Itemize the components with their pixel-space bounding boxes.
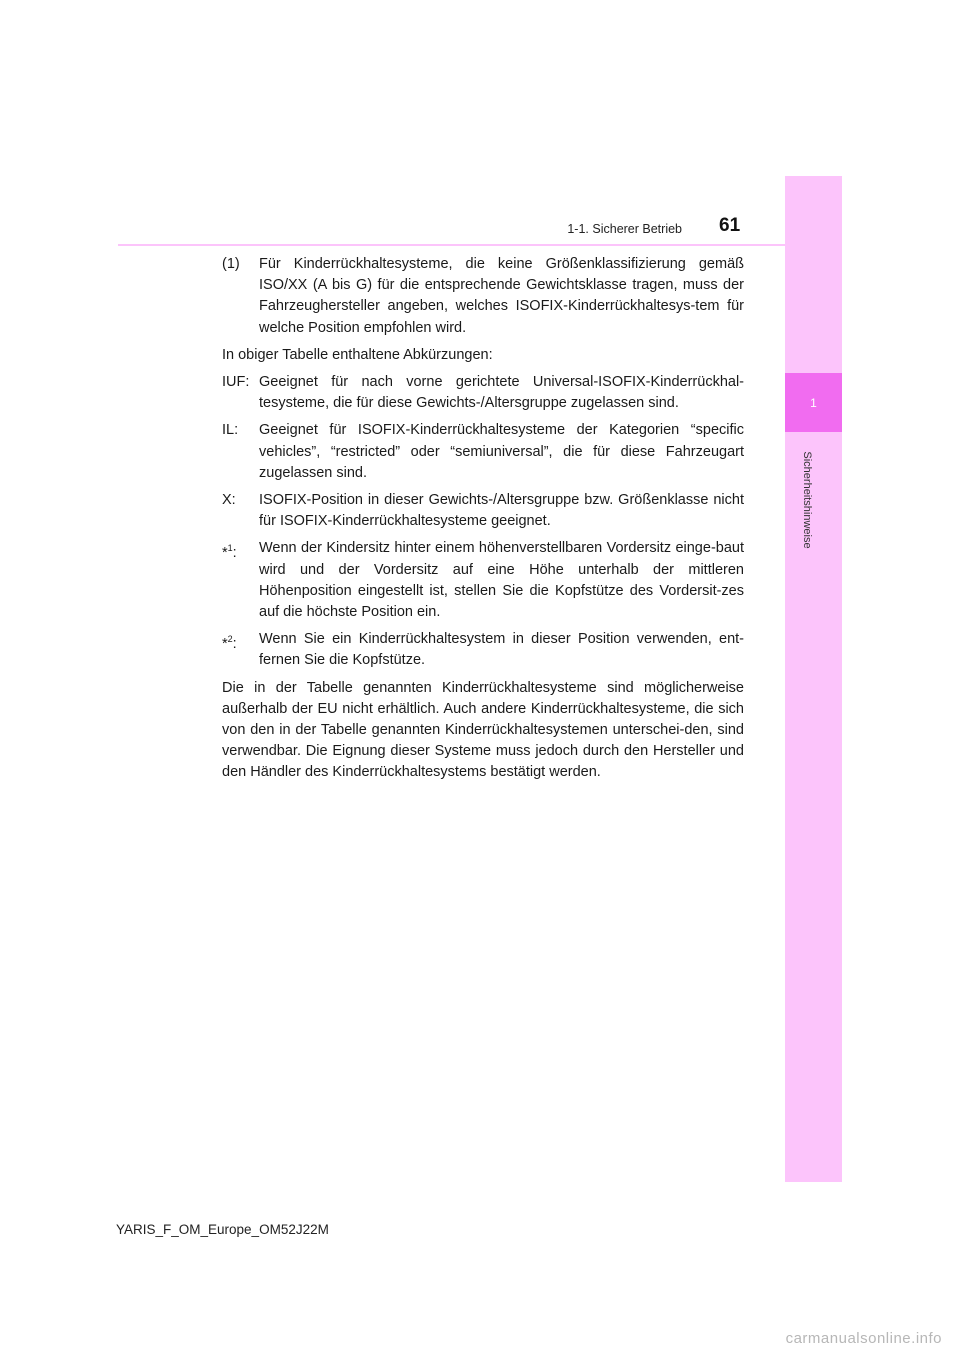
abbreviation-text: Geeignet für ISOFIX-Kinderrückhaltesysteme der Kategorien “specific vehicles”, “restricted” oder “semiuniversal”, die für diese Fahrzeugart zugelassen sind.: [259, 422, 744, 481]
abbreviation-item: [222, 490, 744, 532]
footnote-item: [222, 538, 744, 623]
page-number: 61: [719, 215, 741, 236]
footnote-colon: :: [232, 636, 237, 653]
footnote-star: *: [222, 545, 228, 562]
abbreviation-text: ISOFIX-Position in dieser Gewichts-/Altersgruppe bzw. Größenklasse nicht für ISOFIX-Kinderrückhaltesysteme geeignet.: [259, 492, 744, 530]
note-text: Für Kinderrückhaltesysteme, die keine Größenklassifizierung gemäß ISO/XX (A bis G) für die entsprechende Gewichtsklasse tragen, muss der Fahrzeughersteller angeben, welches ISOFIX-Kinderrückhaltesys-tem für welche Position empfohlen wird.: [259, 256, 744, 336]
abbreviation-item: [222, 372, 744, 414]
abbreviation-item: [222, 420, 744, 484]
footnote-text: Wenn Sie ein Kinderrückhaltesystem in dieser Position verwenden, ent-fernen Sie die Kopfstütze.: [259, 631, 744, 669]
abbreviation-text: Geeignet für nach vorne gerichtete Universal-ISOFIX-Kinderrückhal-tesysteme, die für diese Gewichts-/Altersgruppe zugelassen sind.: [259, 374, 744, 412]
chapter-title: Sicherheitshinweise: [801, 451, 813, 549]
footnote-colon: :: [232, 545, 237, 562]
abbreviations-intro: In obiger Tabelle enthaltene Abkürzungen:: [222, 346, 493, 363]
footnote-text: Wenn der Kindersitz hinter einem höhenverstellbaren Vordersitz einge-baut wird und der Vordersitz auf eine Höhe unterhalb der mittleren Höhenposition eingestellt ist, stellen Sie die Kopfstütze des Vordersit-zes auf die höchste Position ein.: [259, 540, 744, 621]
footnote-item: [222, 629, 744, 671]
footnote-number: 2: [227, 634, 233, 645]
note-label: (1): [222, 256, 240, 272]
abbreviation-label: IL:: [222, 422, 239, 439]
page-content: [222, 254, 744, 790]
footnote-number: 1: [227, 543, 233, 554]
watermark: carmanualsonline.info: [785, 1330, 942, 1347]
header-rule: [118, 244, 842, 246]
chapter-side-tab: [785, 176, 842, 1182]
chapter-number: 1: [810, 395, 817, 410]
footnote-marker: [222, 538, 259, 623]
abbreviation-label: IUF:: [222, 374, 250, 391]
footnote-star: *: [222, 636, 228, 653]
abbreviation-label: X:: [222, 492, 236, 509]
document-code: YARIS_F_OM_Europe_OM52J22M: [116, 1222, 329, 1237]
section-title: 1-1. Sicherer Betrieb: [567, 222, 682, 236]
closing-paragraph: Die in der Tabelle genannten Kinderrückhaltesysteme sind möglicherweise außerhalb der EU nicht erhältlich. Auch andere Kinderrückhaltesysteme, die sich von den in der Tabelle genannten Kinderrückhaltesystemen unterschei-den, sind verwendbar. Die Eignung dieser Systeme muss jedoch durch den Hersteller und den Händler des Kinderrückhaltesystems bestätigt werden.: [222, 679, 744, 781]
footnote-marker: [222, 629, 259, 671]
note-1: [222, 254, 744, 339]
